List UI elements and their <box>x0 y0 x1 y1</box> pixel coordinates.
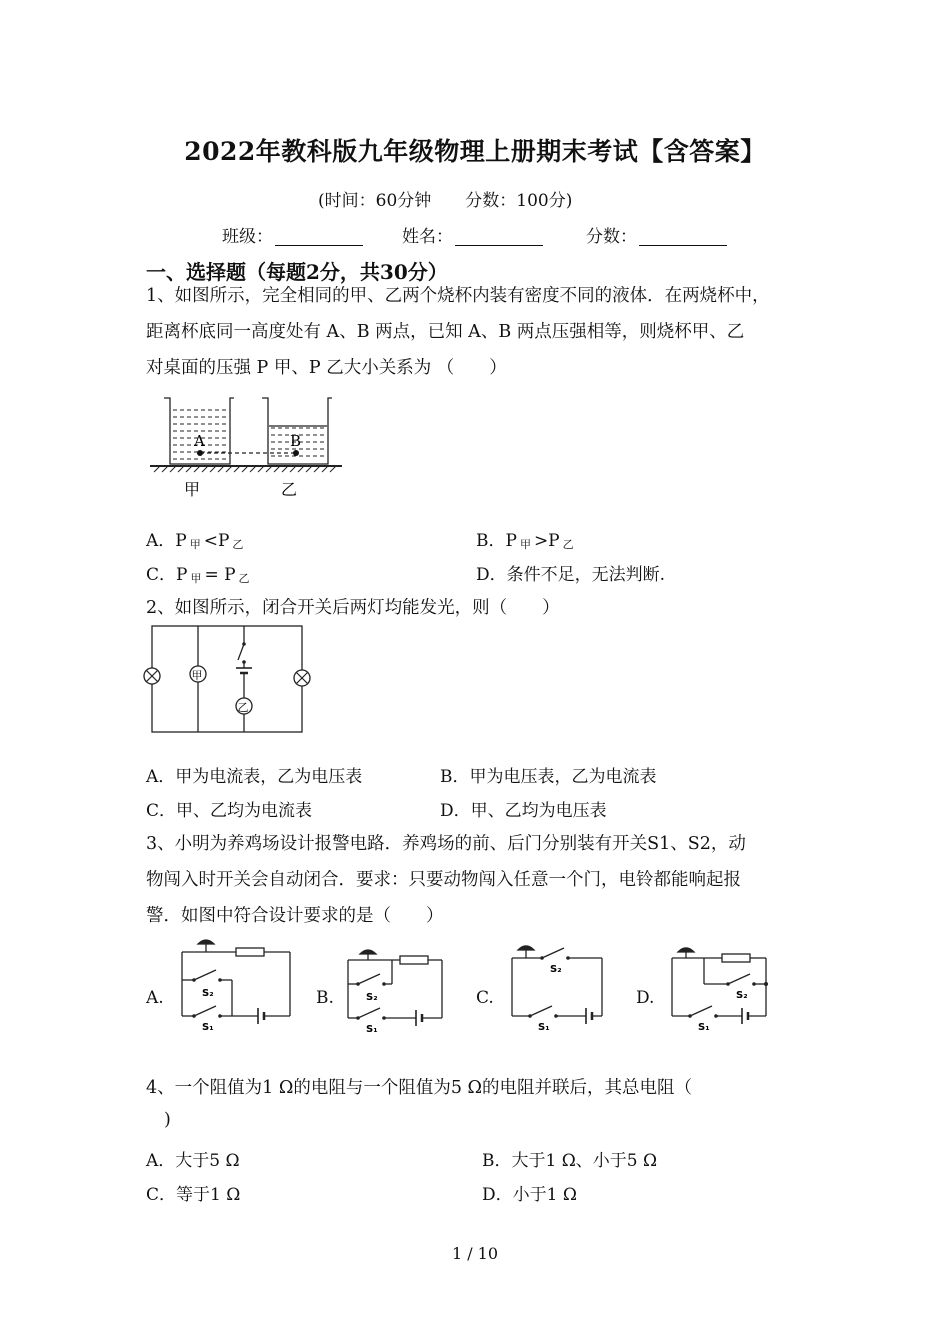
opt-text: <P <box>203 531 230 551</box>
q3-line1: 3、小明为养鸡场设计报警电路．养鸡场的前、后门分别装有开关S1、S2，动 <box>146 834 746 854</box>
score-field <box>586 222 727 247</box>
bell-icon <box>678 948 694 952</box>
opt-sub: 乙 <box>232 538 244 551</box>
opt-text: C．P <box>146 565 188 585</box>
q2-option-a[interactable]: A．甲为电流表，乙为电压表 <box>146 767 363 787</box>
switch-s1 <box>690 1006 712 1016</box>
lamp-left <box>144 668 160 684</box>
page-title: 2022年教科版九年级物理上册期末考试【含答案】 <box>184 137 766 166</box>
lamp-right <box>294 670 310 686</box>
opt-text: B．P <box>476 531 517 551</box>
bell-icon <box>360 950 376 954</box>
meter-jia-label: 甲 <box>191 669 203 682</box>
q1-option-a[interactable] <box>146 526 246 551</box>
circuit-a[interactable] <box>176 936 296 1036</box>
name-field <box>402 222 543 247</box>
class-field <box>222 222 363 247</box>
meter-yi-label: 乙 <box>237 701 249 714</box>
opt-sub: 乙 <box>562 538 574 551</box>
q1-option-b[interactable] <box>476 526 577 551</box>
s2-label: S₂ <box>736 990 748 1001</box>
s1-label: S₁ <box>202 1022 214 1033</box>
switch-s1 <box>358 1008 380 1018</box>
s2-label: S₂ <box>550 964 562 975</box>
q1-option-c[interactable] <box>146 560 253 585</box>
q2-option-b[interactable]: B．甲为电压表，乙为电流表 <box>440 767 657 787</box>
exam-time-score: (时间：60分钟 分数：100分) <box>318 191 573 211</box>
q1-line1: 1、如图所示，完全相同的甲、乙两个烧杯内装有密度不同的液体．在两烧杯中， <box>146 286 770 306</box>
s1-label: S₁ <box>366 1024 378 1035</box>
opt-sub: 乙 <box>238 572 250 585</box>
point-a <box>197 450 203 456</box>
q2-option-c[interactable]: C．甲、乙均为电流表 <box>146 801 313 821</box>
q4-line1: 4、一个阻值为1 Ω的电阻与一个阻值为5 Ω的电阻并联后，其总电阻（ <box>146 1078 693 1098</box>
page-number: 1 / 10 <box>451 1244 499 1263</box>
opt-sub: 甲 <box>519 538 531 551</box>
opt-sub: 甲 <box>190 572 202 585</box>
q1-line2: 距离杯底同一高度处有 A、B 两点，已知 A、B 两点压强相等，则烧杯甲、乙 <box>146 322 745 342</box>
q3-line3: 警．如图中符合设计要求的是（ ） <box>146 906 444 926</box>
point-b <box>293 450 299 456</box>
outer-loop <box>152 626 302 732</box>
circuit-b[interactable] <box>342 940 452 1040</box>
label-jia: 甲 <box>184 480 201 499</box>
switch-blade <box>238 644 244 660</box>
switch-s1 <box>194 1006 216 1016</box>
switch-s2 <box>358 974 380 984</box>
opt-text: A．P <box>146 531 187 551</box>
q4-option-a[interactable]: A．大于5 Ω <box>146 1151 240 1171</box>
q2-option-d[interactable]: D．甲、乙均为电压表 <box>440 801 607 821</box>
q3-option-d-label[interactable]: D. <box>636 988 655 1008</box>
circuit-figure-q2 <box>144 620 314 740</box>
resistor <box>236 948 264 956</box>
label-b: B <box>290 432 302 450</box>
circuit-d[interactable] <box>666 938 776 1038</box>
q3-option-a-label[interactable]: A. <box>146 988 164 1008</box>
circuit-c[interactable] <box>506 936 616 1036</box>
score-blank[interactable] <box>639 227 727 246</box>
resistor <box>722 954 750 962</box>
bell-icon <box>518 946 534 950</box>
q4-option-c[interactable]: C．等于1 Ω <box>146 1185 241 1205</box>
score-label: 分数： <box>586 227 637 247</box>
opt-sub: 甲 <box>189 538 201 551</box>
q1-line3: 对桌面的压强 P 甲、P 乙大小关系为 （ ） <box>146 358 507 378</box>
q3-option-b-label[interactable]: B. <box>316 988 334 1008</box>
label-a: A <box>194 432 205 450</box>
switch-s2 <box>194 970 216 980</box>
class-label: 班级： <box>222 227 273 247</box>
section-heading: 一、选择题（每题2分，共30分） <box>146 260 448 284</box>
s2-label: S₂ <box>366 992 378 1003</box>
switch-s1 <box>530 1006 552 1016</box>
switch-s2 <box>728 974 750 984</box>
name-label: 姓名： <box>402 227 453 247</box>
q1-option-d[interactable]: D．条件不足，无法判断. <box>476 565 666 585</box>
opt-text: = P <box>204 565 236 585</box>
s1-label: S₁ <box>698 1022 710 1033</box>
q2-line1: 2、如图所示，闭合开关后两灯均能发光，则（ ） <box>146 598 560 618</box>
q3-option-c-label[interactable]: C. <box>476 988 494 1008</box>
s1-label: S₁ <box>538 1022 550 1033</box>
q4-option-b[interactable]: B．大于1 Ω、小于5 Ω <box>482 1151 658 1171</box>
resistor <box>400 956 428 964</box>
s2-label: S₂ <box>202 988 214 999</box>
q4-option-d[interactable]: D．小于1 Ω <box>482 1185 577 1205</box>
switch-s2 <box>542 948 564 958</box>
opt-text: >P <box>533 531 560 551</box>
bell-icon <box>198 940 214 944</box>
class-blank[interactable] <box>275 227 363 246</box>
name-blank[interactable] <box>455 227 543 246</box>
q4-line2: ) <box>164 1110 171 1130</box>
q3-line2: 物闯入时开关会自动闭合．要求：只要动物闯入任意一个门，电铃都能响起报 <box>146 870 741 890</box>
beakers-figure <box>150 392 350 502</box>
label-yi: 乙 <box>281 480 298 499</box>
